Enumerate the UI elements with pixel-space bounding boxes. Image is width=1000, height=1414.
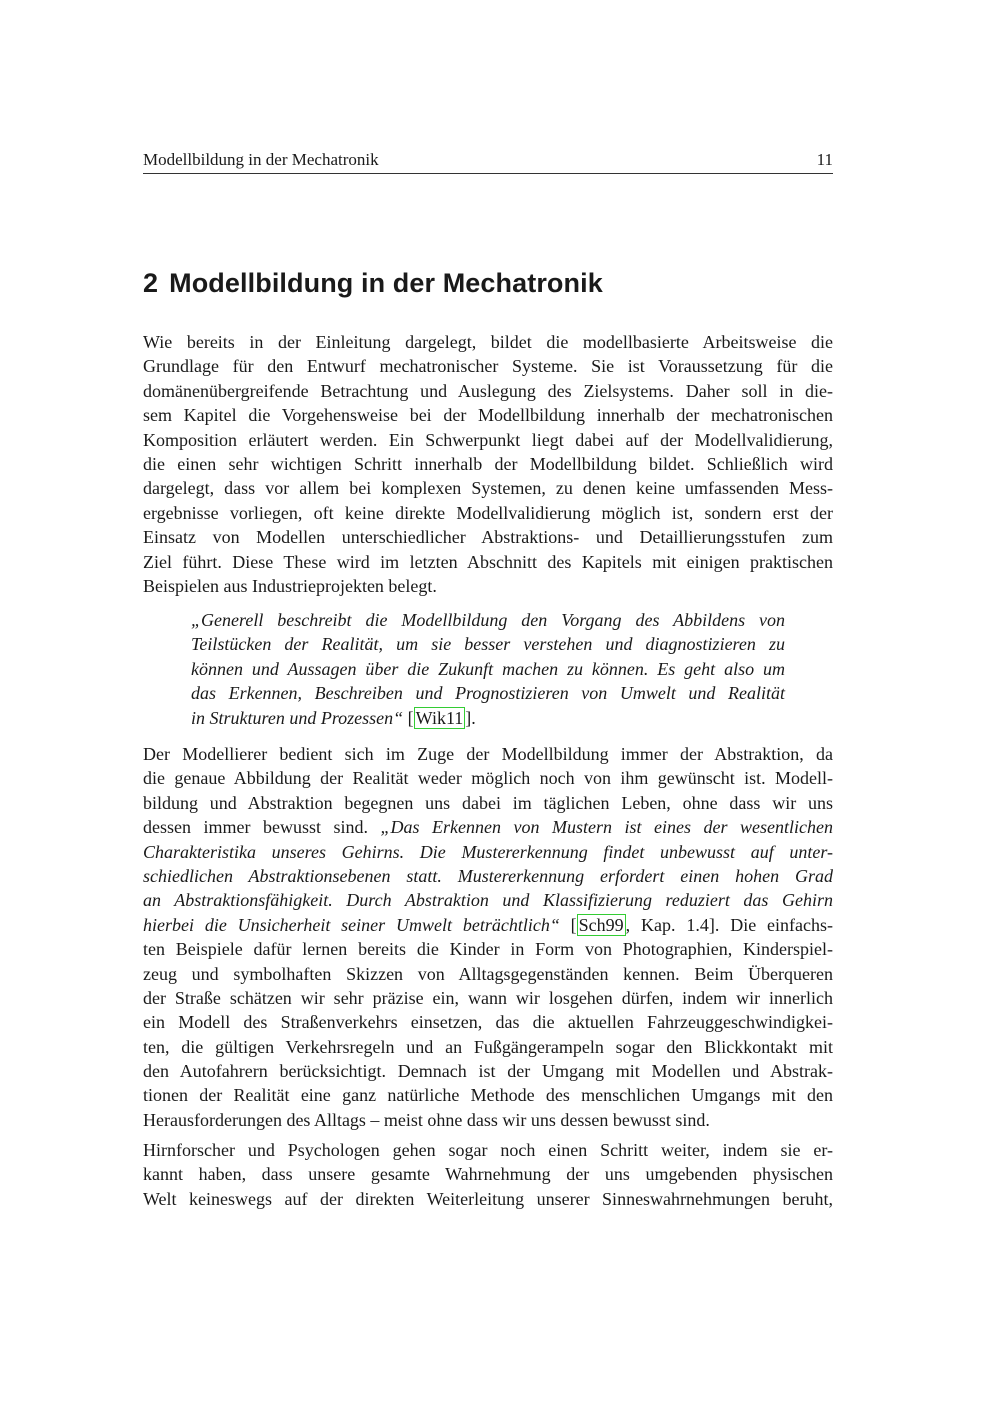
text-line: ten Beispiele dafür lernen bereits die Kinder in Form von Photographien, Kinderspiel- — [143, 939, 833, 960]
quote-last-text: in Strukturen und Prozessen“ — [191, 707, 404, 728]
chapter-title: Modellbildung in der Mechatronik — [169, 268, 603, 298]
text-line: Hirnforscher und Psychologen gehen sogar noch einen Schritt weiter, indem sie er- — [143, 1140, 833, 1160]
text-line: Grundlage für den Entwurf mechatronischer Systeme. Sie ist Voraussetzung für die — [143, 356, 833, 377]
citation-bracket-close: ]. — [465, 707, 476, 728]
page-number: 11 — [816, 150, 833, 169]
paragraph-abstraction — [143, 742, 833, 1132]
running-head — [143, 150, 833, 174]
quote-line — [191, 706, 785, 730]
text-line — [143, 888, 833, 912]
text-italic: Charakteristika unseres Gehirns. Die Mustererkennung findet unbewusst auf unter- — [143, 841, 833, 862]
quote-line: Teilstücken der Realität, um sie besser verstehen und diagnostizieren zu — [191, 634, 785, 655]
text-line — [143, 864, 833, 888]
text-italic: schiedlichen Abstraktionsebenen statt. Mustererkennung erfordert einen hohen Grad — [143, 865, 833, 886]
text-line: sem Kapitel die Vorgehensweise bei der Modellbildung innerhalb der mechatronischen — [143, 405, 833, 426]
citation-link-sch99[interactable]: Sch99 — [578, 914, 624, 935]
text-line: Beispielen aus Industrieprojekten belegt. — [143, 575, 437, 596]
text-line: kannt haben, dass unsere gesamte Wahrnehmung der uns umgebenden physischen — [143, 1164, 833, 1185]
text-plain: , Kap. 1.4]. Die einfachs- — [625, 914, 833, 935]
running-head-title: Modellbildung in der Mechatronik — [143, 150, 379, 169]
text-line: hierbei die Unsicherheit seiner Umwelt beträchtlich“ [ Sch99 , Kap. 1.4]. Die einfachs- — [143, 914, 833, 935]
text-line: Welt keineswegs auf der direkten Weiterleitung unserer Sinneswahrnehmungen beruht, — [143, 1188, 833, 1209]
text-line: den Autofahrern berücksichtigt. Demnach ist der Umgang mit Modellen und Abstrak- — [143, 1061, 833, 1082]
text-plain: dessen immer bewusst sind. — [143, 817, 381, 838]
text-line: die einen sehr wichtigen Schritt innerhalb der Modellbildung bildet. Schließlich wird — [143, 453, 833, 474]
text-line: der Straße schätzen wir sehr präzise ein, wann wir losgehen dürfen, indem wir innerlich — [143, 987, 833, 1008]
text-line: ten, die gültigen Verkehrsregeln und an Fußgängerampeln sogar den Blickkontakt mit — [143, 1036, 833, 1057]
paragraph-perception — [143, 1138, 833, 1211]
text-line — [143, 815, 833, 839]
text-line: ergebnisse vorliegen, oft keine direkte Modellvalidierung möglich ist, sondern erst der — [143, 502, 833, 523]
text-line: die genaue Abbildung der Realität weder möglich noch von ihm gewünscht ist. Modell- — [143, 768, 833, 789]
text-line: dargelegt, dass vor allem bei komplexen Systemen, zu denen keine umfassenden Mess- — [143, 478, 833, 499]
text-line: ein Modell des Straßenverkehrs einsetzen, das die aktuellen Fahrzeuggeschwindigkei- — [143, 1012, 833, 1033]
quote-line: können und Aussagen über die Zukunft machen zu können. Es geht also um — [191, 658, 785, 679]
quote-line: „Generell beschreibt die Modellbildung den Vorgang des Abbildens von — [191, 610, 785, 630]
text-line — [143, 840, 833, 864]
block-quote — [191, 608, 785, 730]
text-italic: hierbei die Unsicherheit seiner Umwelt beträchtlich“ — [143, 914, 560, 935]
paragraph-intro — [143, 330, 833, 598]
text-line: Wie bereits in der Einleitung dargelegt, bildet die modellbasierte Arbeitsweise die — [143, 332, 833, 352]
text-line: zeug und symbolhaften Skizzen von Alltagsgegenständen kennen. Beim Überqueren — [143, 963, 833, 984]
chapter-number: 2 — [143, 268, 159, 298]
text-line: Komposition erläutert werden. Ein Schwerpunkt liegt dabei auf der Modellvalidierung, — [143, 429, 833, 450]
text-line: Der Modellierer bedient sich im Zuge der Modellbildung immer der Abstraktion, da — [143, 744, 833, 764]
text-italic: „Das Erkennen von Mustern ist eines der wesentlichen — [380, 817, 833, 838]
citation-link-wik11[interactable]: Wik11 — [415, 707, 464, 728]
text-line: domänenübergreifende Betrachtung und Auslegung des Zielsystems. Daher soll in die- — [143, 380, 833, 401]
text-italic: an Abstraktionsfähigkeit. Durch Abstraktion und Klassifizierung reduziert das Gehirn — [143, 890, 833, 911]
chapter-heading — [143, 268, 603, 299]
citation-bracket-open: [ — [407, 707, 414, 728]
text-line: tionen der Realität eine ganz natürliche Methode des menschlichen Umgangs mit den — [143, 1085, 833, 1106]
text-line: bildung und Abstraktion begegnen uns dabei im täglichen Leben, ohne dass wir uns — [143, 792, 833, 813]
text-line: Einsatz von Modellen unterschiedlicher Abstraktions- und Detaillierungsstufen zum — [143, 527, 833, 548]
text-line: Ziel führt. Diese These wird im letzten Abschnitt des Kapitels mit einigen praktischen — [143, 551, 833, 572]
quote-line: das Erkennen, Beschreiben und Prognostizieren von Umwelt und Realität — [191, 683, 785, 704]
text-line: Herausforderungen des Alltags – meist ohne dass wir uns dessen bewusst sind. — [143, 1109, 710, 1130]
